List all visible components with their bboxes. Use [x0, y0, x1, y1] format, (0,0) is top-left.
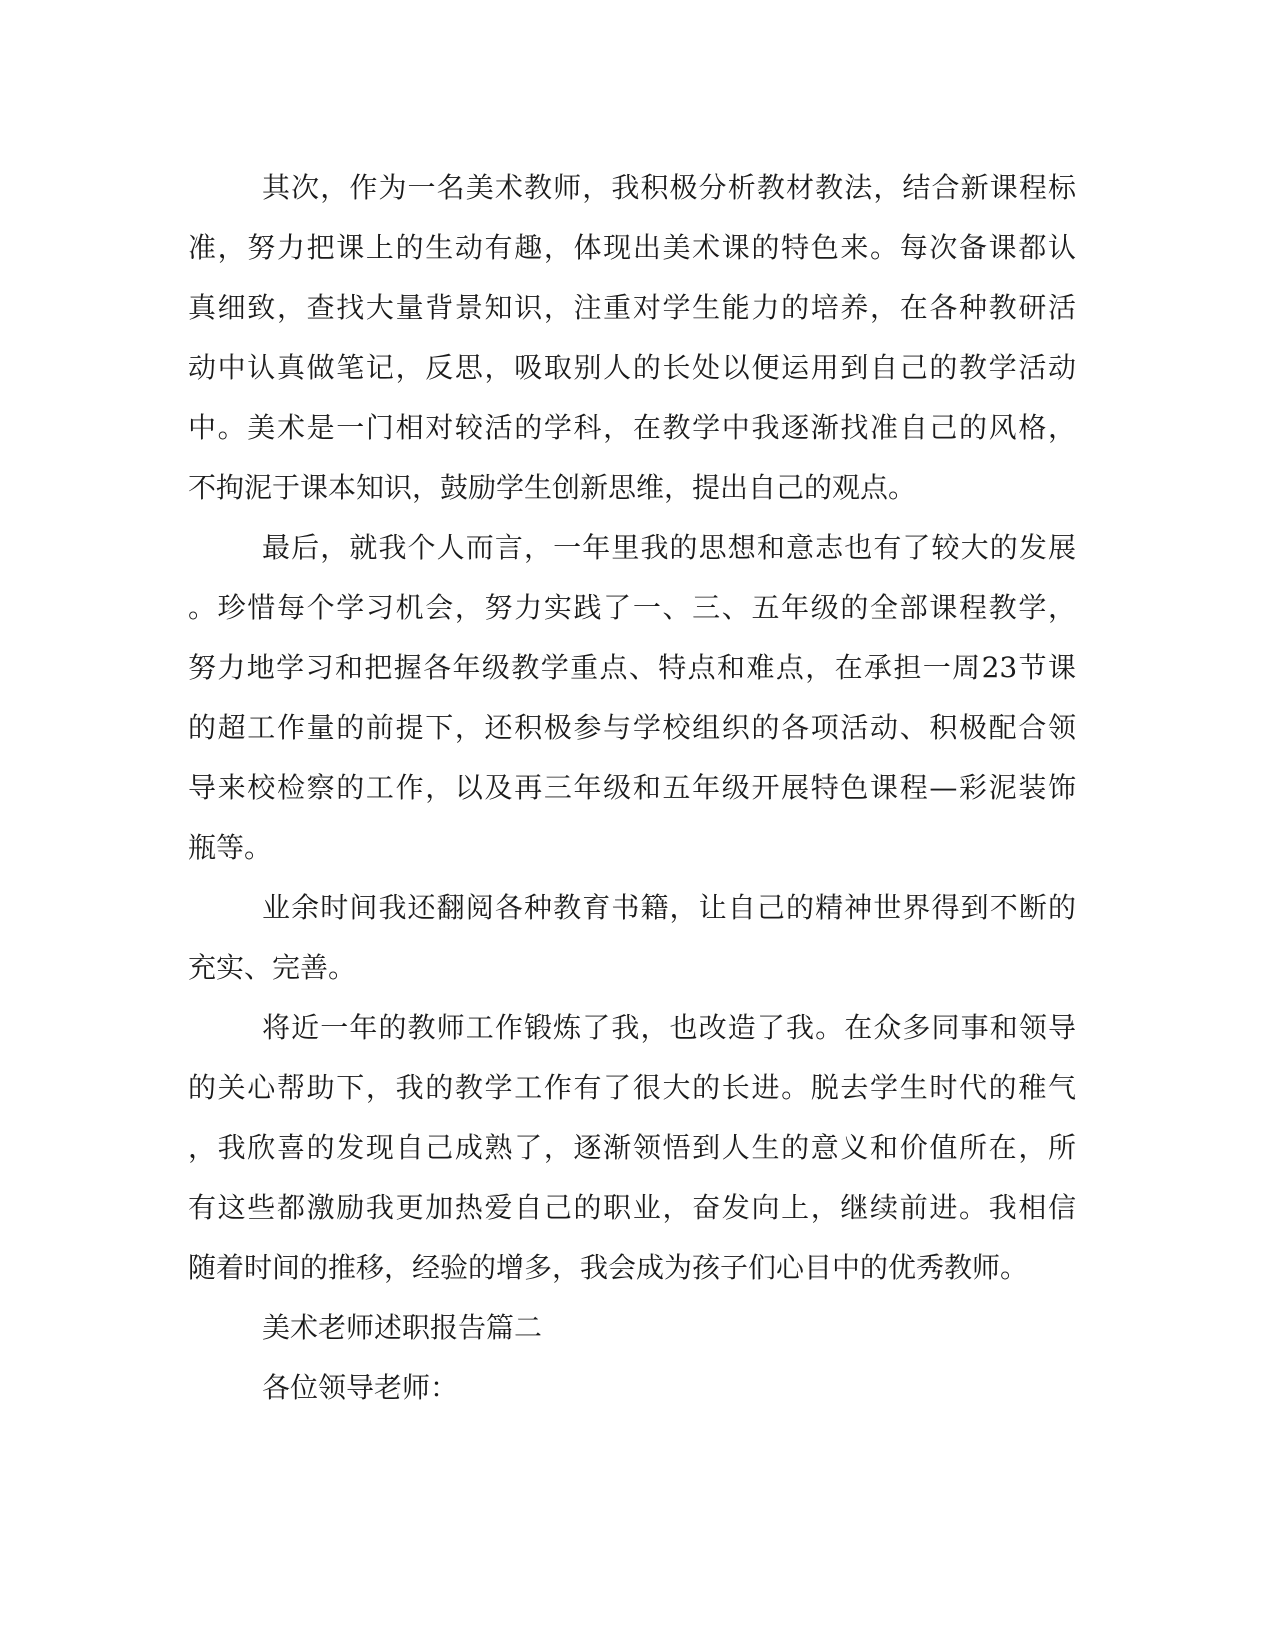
text-line: 努力地学习和把握各年级教学重点、特点和难点，在承担一周23节课 [188, 651, 1076, 684]
text-line: 的关心帮助下，我的教学工作有了很大的长进。脱去学生时代的稚气 [188, 1071, 1076, 1104]
text-line: 中。美术是一门相对较活的学科，在教学中我逐渐找准自己的风格， [188, 411, 1076, 444]
text-line: 。珍惜每个学习机会，努力实践了一、三、五年级的全部课程教学， [188, 591, 1076, 624]
text-line: 不拘泥于课本知识，鼓励学生创新思维，提出自己的观点。 [188, 471, 917, 504]
paragraph [188, 158, 1076, 518]
paragraph [188, 998, 1076, 1298]
text-line: 的超工作量的前提下，还积极参与学校组织的各项活动、积极配合领 [188, 711, 1076, 744]
text-line: 最后，就我个人而言，一年里我的思想和意志也有了较大的发展 [262, 531, 1076, 564]
salutation [188, 1358, 1076, 1418]
section-heading [188, 1298, 1076, 1358]
text-line: 导来校检察的工作，以及再三年级和五年级开展特色课程—彩泥装饰 [188, 771, 1076, 804]
text-line: 业余时间我还翻阅各种教育书籍，让自己的精神世界得到不断的 [262, 891, 1076, 924]
text-line: 其次，作为一名美术教师，我积极分析教材教法，结合新课程标 [262, 171, 1076, 204]
paragraph [188, 878, 1076, 998]
document-body [188, 158, 1076, 1418]
text-line: 各位领导老师： [262, 1371, 459, 1404]
text-line: 真细致，查找大量背景知识，注重对学生能力的培养，在各种教研活 [188, 291, 1076, 324]
text-line: 有这些都激励我更加热爱自己的职业，奋发向上，继续前进。我相信 [188, 1191, 1076, 1224]
text-line: 将近一年的教师工作锻炼了我，也改造了我。在众多同事和领导 [262, 1011, 1076, 1044]
text-line: ，我欣喜的发现自己成熟了，逐渐领悟到人生的意义和价值所在，所 [188, 1131, 1076, 1164]
text-line: 随着时间的推移，经验的增多，我会成为孩子们心目中的优秀教师。 [188, 1251, 1029, 1284]
text-line: 准，努力把课上的生动有趣，体现出美术课的特色来。每次备课都认 [188, 231, 1076, 264]
text-line: 美术老师述职报告篇二 [262, 1311, 543, 1344]
paragraph [188, 518, 1076, 878]
text-line: 充实、完善。 [188, 951, 357, 984]
text-line: 瓶等。 [188, 831, 273, 864]
text-line: 动中认真做笔记，反思，吸取别人的长处以便运用到自己的教学活动 [188, 351, 1076, 384]
